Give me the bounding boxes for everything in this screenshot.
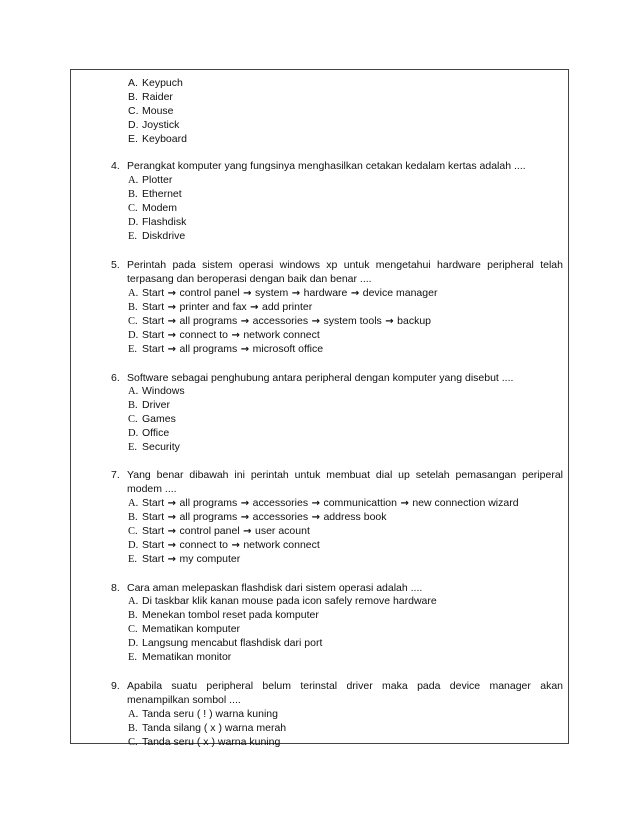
arrow-right-icon: → xyxy=(308,316,324,327)
q3-option-c: C. Mouse xyxy=(128,105,174,117)
q4-option-a: A. Plotter xyxy=(128,174,173,186)
option-letter: C. xyxy=(128,526,138,537)
q4-option-d: D. Flashdisk xyxy=(128,216,187,228)
q6-option-c: C. Games xyxy=(128,413,176,425)
arrow-right-icon: → xyxy=(347,288,363,299)
arrow-right-icon: → xyxy=(308,512,324,523)
menu-path-step: all programs xyxy=(179,343,238,355)
q9-question-line2: menampilkan sombol .... xyxy=(127,694,241,706)
menu-path-step: my computer xyxy=(179,553,241,565)
menu-path-step: device manager xyxy=(362,287,438,299)
menu-path-step: system xyxy=(255,287,289,299)
q7-option-e xyxy=(128,553,240,566)
q8-option-d: D. Langsung mencabut flashdisk dari port xyxy=(128,637,323,649)
menu-path-step: accessories xyxy=(252,315,309,327)
menu-path-step: printer and fax xyxy=(179,301,247,313)
arrow-right-icon: → xyxy=(239,288,255,299)
q6-option-b: B. Driver xyxy=(128,399,170,411)
menu-path-step: all programs xyxy=(179,315,238,327)
q4-option-b: B. Ethernet xyxy=(128,188,182,200)
q7-option-d xyxy=(128,539,320,552)
arrow-right-icon: → xyxy=(237,498,253,509)
q9-number: 9. xyxy=(111,680,120,692)
q9-option-b: B. Tanda silang ( x ) warna merah xyxy=(128,722,287,734)
arrow-right-icon: → xyxy=(164,554,180,565)
q8-option-b: B. Menekan tombol reset pada komputer xyxy=(128,609,319,621)
option-letter: C. xyxy=(128,316,138,327)
menu-path-step: Start xyxy=(142,497,165,509)
menu-path-step: Start xyxy=(142,343,165,355)
q4-option-c: C. Modem xyxy=(128,202,178,214)
q3-option-a: A. Keypuch xyxy=(128,77,183,89)
q5-option-d xyxy=(128,329,320,342)
arrow-right-icon: → xyxy=(246,302,262,313)
menu-path-step: Start xyxy=(142,301,165,313)
q7-option-a xyxy=(128,497,519,510)
arrow-right-icon: → xyxy=(237,344,253,355)
arrow-right-icon: → xyxy=(164,316,180,327)
q9-question-line1: Apabila suatu peripheral belum terinstal driver maka pada device manager akan xyxy=(127,680,563,692)
menu-path-step: user acount xyxy=(255,525,310,537)
menu-path-step: backup xyxy=(397,315,432,327)
q5-number: 5. xyxy=(111,259,120,271)
option-letter: B. xyxy=(128,512,138,523)
option-letter: B. xyxy=(128,302,138,313)
option-letter: A. xyxy=(128,498,139,509)
menu-path-step: Start xyxy=(142,315,165,327)
menu-path-step: add printer xyxy=(262,301,313,313)
q8-option-a: A. Di taskbar klik kanan mouse pada icon safely remove hardware xyxy=(128,595,437,607)
q6-option-a: A. Windows xyxy=(128,385,185,397)
q4-question: 4. Perangkat komputer yang fungsinya menghasilkan cetakan kedalam kertas adalah .... xyxy=(111,160,526,172)
option-letter: D. xyxy=(128,540,139,551)
arrow-right-icon: → xyxy=(396,498,413,509)
menu-path-step: connect to xyxy=(179,329,228,341)
menu-path-step: accessories xyxy=(252,497,309,509)
arrow-right-icon: → xyxy=(164,288,180,299)
menu-path-step: microsoft office xyxy=(252,343,324,355)
arrow-right-icon: → xyxy=(381,316,398,327)
q5-question-line1: Perintah pada sistem operasi windows xp untuk mengetahui hardware peripheral telah xyxy=(127,259,563,271)
q8-question: 8. Cara aman melepaskan flashdisk dari sistem operasi adalah .... xyxy=(111,582,423,594)
menu-path-step: hardware xyxy=(303,287,348,299)
menu-path-step: Start xyxy=(142,553,165,565)
menu-path-step: Start xyxy=(142,329,165,341)
q7-option-c xyxy=(128,525,310,538)
arrow-right-icon: → xyxy=(164,344,180,355)
q5-option-c xyxy=(128,315,431,328)
arrow-right-icon: → xyxy=(227,330,244,341)
arrow-right-icon: → xyxy=(308,498,324,509)
q7-question-line1: Yang benar dibawah ini perintah untuk membuat dial up setelah pemasangan periperal xyxy=(127,469,563,481)
arrow-right-icon: → xyxy=(164,302,180,313)
menu-path-step: Start xyxy=(142,525,165,537)
menu-path-step: system tools xyxy=(323,315,382,327)
q4-option-e: E. Diskdrive xyxy=(128,230,186,242)
arrow-right-icon: → xyxy=(164,540,180,551)
q5-option-e xyxy=(128,343,323,356)
q6-option-e: E. Security xyxy=(128,441,180,453)
menu-path-step: control panel xyxy=(179,525,240,537)
q8-option-c: C. Mematikan komputer xyxy=(128,623,241,635)
arrow-right-icon: → xyxy=(239,526,255,537)
q3-option-b: B. Raider xyxy=(128,91,173,103)
menu-path-step: network connect xyxy=(243,329,320,341)
option-letter: E. xyxy=(128,344,138,355)
arrow-right-icon: → xyxy=(164,526,180,537)
menu-path-step: network connect xyxy=(243,539,320,551)
arrow-right-icon: → xyxy=(164,330,180,341)
menu-path-step: all programs xyxy=(179,497,238,509)
q6-question: 6. Software sebagai penghubung antara peripheral dengan komputer yang disebut .... xyxy=(111,372,514,384)
menu-path-step: Start xyxy=(142,511,165,523)
q5-option-b xyxy=(128,301,312,314)
q9-option-c: C. Tanda seru ( x ) warna kuning xyxy=(128,736,281,748)
q6-option-d: D. Office xyxy=(128,427,170,439)
q3-option-e: E. Keyboard xyxy=(128,133,187,145)
q8-option-e: E. Mematikan monitor xyxy=(128,651,232,663)
menu-path-step: communicattion xyxy=(323,497,397,509)
arrow-right-icon: → xyxy=(237,316,253,327)
arrow-right-icon: → xyxy=(288,288,304,299)
q5-option-a xyxy=(128,287,437,300)
option-letter: A. xyxy=(128,288,139,299)
menu-path-step: Start xyxy=(142,287,165,299)
menu-path-step: all programs xyxy=(179,511,238,523)
q7-option-b xyxy=(128,511,387,524)
arrow-right-icon: → xyxy=(227,540,244,551)
question-content xyxy=(71,70,568,748)
menu-path-step: control panel xyxy=(179,287,240,299)
arrow-right-icon: → xyxy=(164,498,180,509)
q7-question-line2: modem .... xyxy=(127,483,177,495)
q5-question-line2: terpasang dan beroperasi dengan baik dan benar .... xyxy=(127,273,372,285)
menu-path-step: address book xyxy=(323,511,387,523)
q3-option-d: D. Joystick xyxy=(128,119,180,131)
menu-path-step: accessories xyxy=(252,511,309,523)
option-letter: E. xyxy=(128,554,138,565)
q7-number: 7. xyxy=(111,469,120,481)
question-page-frame xyxy=(70,69,569,748)
menu-path-step: new connection wizard xyxy=(412,497,519,509)
menu-path-step: Start xyxy=(142,539,165,551)
option-letter: D. xyxy=(128,330,139,341)
arrow-right-icon: → xyxy=(164,512,180,523)
menu-path-step: connect to xyxy=(179,539,228,551)
arrow-right-icon: → xyxy=(237,512,253,523)
q9-option-a: A. Tanda seru ( ! ) warna kuning xyxy=(128,708,278,720)
